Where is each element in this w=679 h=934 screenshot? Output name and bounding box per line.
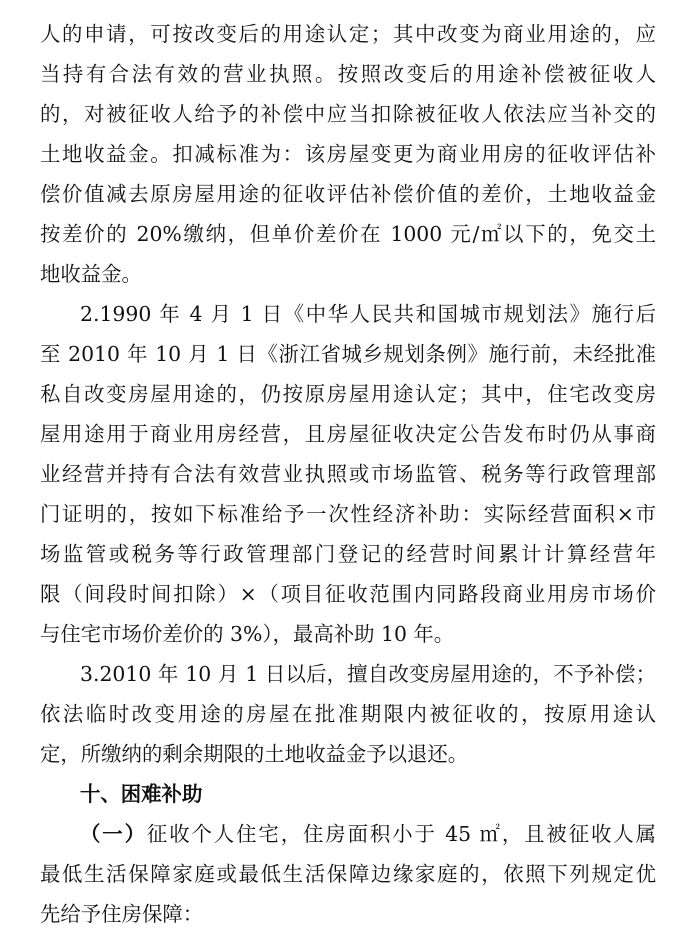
- paragraph-3-line-1: 3.2010 年 10 月 1 日以后，擅自改变房屋用途的，不予补偿；: [80, 662, 656, 686]
- paragraph-1-line-5: 偿价值减去原房屋用途的征收评估补偿价值的差价，土地收益金: [40, 182, 656, 206]
- document-page: [40, 14, 656, 934]
- paragraph-1-line-3: 的，对被征收人给予的补偿中应当扣除被征收人依法应当补交的: [40, 102, 656, 126]
- paragraph-4-line-3: 先给予住房保障：: [40, 902, 204, 926]
- paragraph-2-line-8: 限（间段时间扣除）×（项目征收范围内同路段商业用房市场价: [40, 582, 656, 606]
- paragraph-4-lead: （一）: [80, 822, 147, 846]
- paragraph-1-line-6: 按差价的 20%缴纳，但单价差价在 1000 元/㎡以下的，免交土: [40, 222, 656, 246]
- paragraph-2-line-3: 私自改变房屋用途的，仍按原房屋用途认定；其中，住宅改变房: [40, 382, 656, 406]
- paragraph-4-line-1: [40, 814, 656, 854]
- paragraph-4-line-1-text: 征收个人住宅，住房面积小于 45 ㎡，且被征收人属: [146, 822, 656, 846]
- paragraph-2-line-5: 业经营并持有合法有效营业执照或市场监管、税务等行政管理部: [40, 462, 656, 486]
- paragraph-1-line-1: 人的申请，可按改变后的用途认定；其中改变为商业用途的，应: [40, 22, 656, 46]
- paragraph-2-line-2: 至 2010 年 10 月 1 日《浙江省城乡规划条例》施行前，未经批准: [40, 342, 656, 366]
- paragraph-1-line-7: 地收益金。: [40, 262, 142, 286]
- paragraph-2-line-9: 与住宅市场价差价的 3%），最高补助 10 年。: [40, 622, 455, 646]
- section-heading: 十、困难补助: [80, 782, 203, 806]
- paragraph-2-line-1: 2.1990 年 4 月 1 日《中华人民共和国城市规划法》施行后: [80, 302, 656, 326]
- paragraph-2-line-6: 门证明的，按如下标准给予一次性经济补助：实际经营面积×市: [40, 502, 656, 526]
- paragraph-2-line-4: 屋用途用于商业用房经营，且房屋征收决定公告发布时仍从事商: [40, 422, 656, 446]
- paragraph-4-line-2: 最低生活保障家庭或最低生活保障边缘家庭的，依照下列规定优: [40, 862, 656, 886]
- paragraph-1-line-4: 土地收益金。扣减标准为：该房屋变更为商业用房的征收评估补: [40, 142, 656, 166]
- paragraph-3-line-3: 定，所缴纳的剩余期限的土地收益金予以退还。: [40, 742, 469, 766]
- paragraph-3-line-2: 依法临时改变用途的房屋在批准期限内被征收的，按原用途认: [40, 702, 656, 726]
- paragraph-2-line-7: 场监管或税务等行政管理部门登记的经营时间累计计算经营年: [40, 542, 656, 566]
- paragraph-1-line-2: 当持有合法有效的营业执照。按照改变后的用途补偿被征收人: [40, 62, 656, 86]
